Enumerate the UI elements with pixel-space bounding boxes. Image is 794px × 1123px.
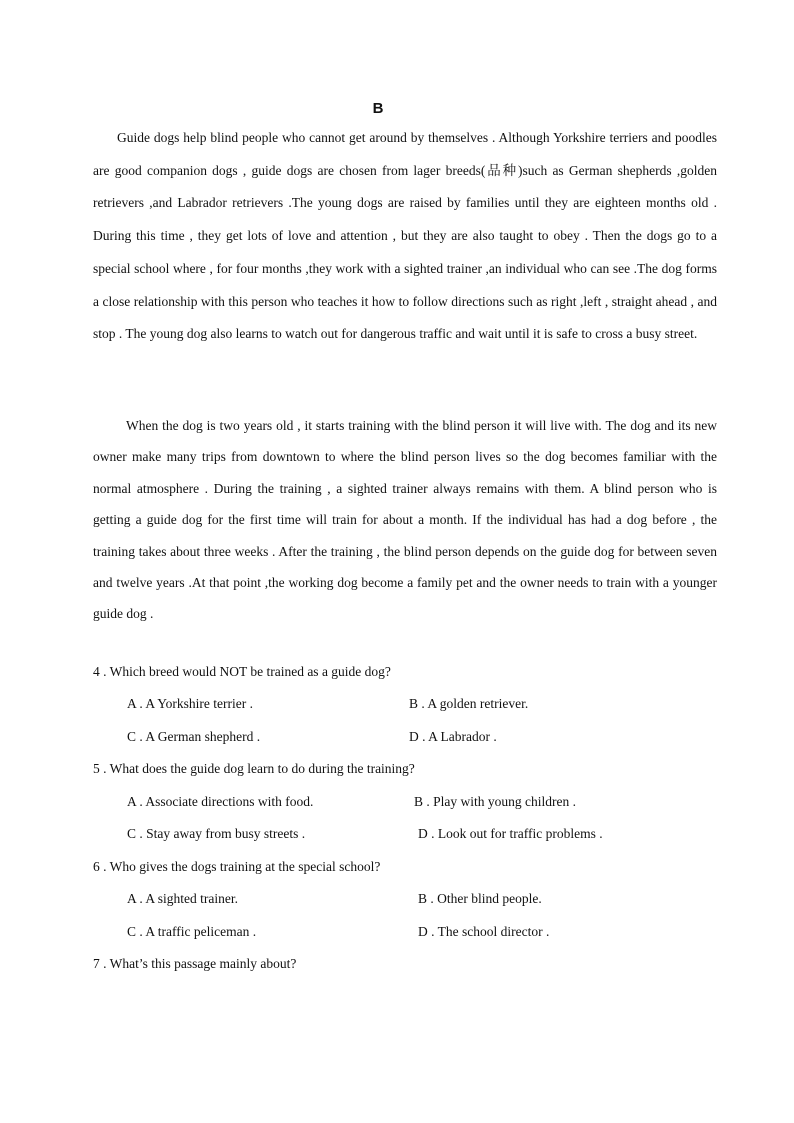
- question-5-option-a: A . Associate directions with food.: [127, 794, 314, 809]
- question-5-option-b: B . Play with young children .: [414, 794, 576, 809]
- question-6-option-b: B . Other blind people.: [418, 891, 542, 906]
- question-6-option-c: C . A traffic peliceman .: [127, 924, 257, 939]
- question-4-option-a: A . A Yorkshire terrier .: [127, 696, 253, 711]
- passage-paragraph-2: When the dog is two years old , it starts training with the blind person it will live with. The dog and its new owner make many trips from downtown to where the blind person lives so the dog becomes familiar with the normal atmosphere . During the training , a sighted trainer always remains with them. A blind person who is getting a guide dog for the first time will train for about a month. If the individual has had a dog before , the training takes about three weeks . After the training , the blind person depends on the guide dog for between seven and twelve years .At that point ,the working dog become a family pet and the owner needs to train with a younger guide dog .: [93, 418, 717, 622]
- section-label: B: [372, 100, 384, 117]
- question-5-option-c: C . Stay away from busy streets .: [127, 826, 306, 841]
- question-7: 7 . What’s this passage mainly about?: [93, 956, 297, 971]
- question-5: 5 . What does the guide dog learn to do during the training?: [93, 761, 415, 776]
- question-4-option-d: D . A Labrador .: [409, 729, 497, 744]
- question-6-option-a: A . A sighted trainer.: [127, 891, 238, 906]
- question-6-option-d: D . The school director .: [418, 924, 550, 939]
- question-4-option-b: B . A golden retriever.: [409, 696, 529, 711]
- question-4-option-c: C . A German shepherd .: [127, 729, 261, 744]
- question-6: 6 . Who gives the dogs training at the special school?: [93, 859, 381, 874]
- question-4: 4 . Which breed would NOT be trained as a guide dog?: [93, 664, 391, 679]
- question-5-option-d: D . Look out for traffic problems .: [418, 826, 603, 841]
- passage-paragraph-1: Guide dogs help blind people who cannot get around by themselves . Although Yorkshire terriers and poodles are good companion dogs , guide dogs are chosen from lager breeds(品种)such as German shepherds ,golden retrievers ,and Labrador retrievers .The young dogs are raised by families until they are eighteen months old . During this time , they get lots of love and attention , but they are also taught to obey . Then the dogs go to a special school where , for four months ,they work with a sighted trainer ,an individual who can see .The dog forms a close relationship with this person who teaches it how to follow directions such as right ,left , straight ahead , and stop . The young dog also learns to watch out for dangerous traffic and wait until it is safe to cross a busy street.: [93, 130, 717, 342]
